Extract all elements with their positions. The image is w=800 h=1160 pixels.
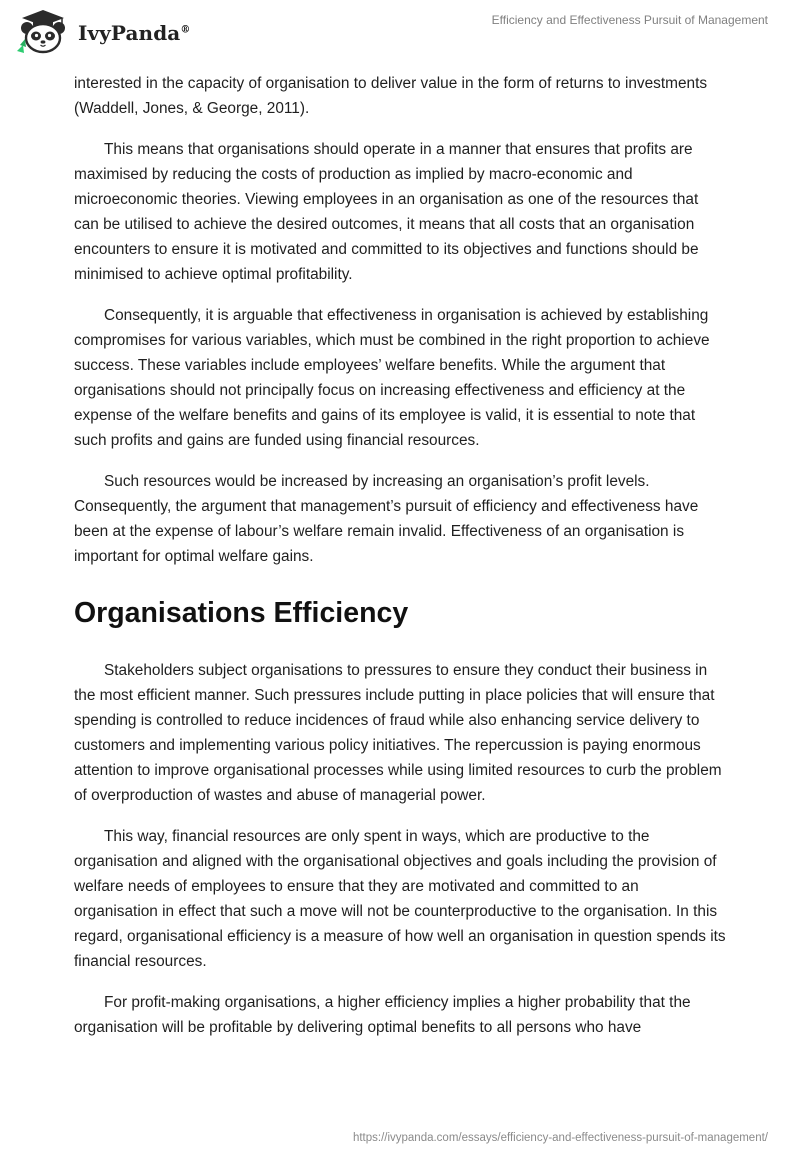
paragraph: This means that organisations should operate in a manner that ensures that profits are maximised by reducing the costs of production as implied by macro-economic and microeconomic theories. Viewing employees in an organisation as one of the resources that can be utilised to achieve the desired outcomes, it means that all costs that an organisation encounters to ensure it is motivated and committed to its objectives and functions should be minimised to achieve optimal profitability. bbox=[74, 141, 699, 283]
brand-logo[interactable] bbox=[14, 9, 190, 55]
essay-body bbox=[74, 71, 726, 1056]
paragraph: For profit-making organisations, a higher efficiency implies a higher probability that the organisation will be profitable by delivering optimal benefits to all persons who have bbox=[74, 994, 691, 1036]
brand-registered-mark: ® bbox=[180, 24, 191, 36]
panda-graduate-icon bbox=[14, 9, 72, 55]
source-url[interactable]: https://ivypanda.com/essays/efficiency-and-effectiveness-pursuit-of-management/ bbox=[352, 1132, 768, 1144]
paragraph: Such resources would be increased by increasing an organisation’s profit levels. Consequently, the argument that management’s pursuit of efficiency and effectiveness have been at the expense of labour’s welfare remain invalid. Effectiveness of an organisation is important for optimal welfare gains. bbox=[74, 473, 699, 565]
page-header bbox=[0, 0, 800, 64]
paragraph: This way, financial resources are only spent in ways, which are productive to the organisation and aligned with the organisational objectives and goals including the provision of welfare needs of employees to ensure that they are motivated and committed to an organisation in effect that such a move will not be counterproductive to the organisation. In this regard, organisational efficiency is a measure of how well an organisation in question spends its financial resources. bbox=[74, 828, 726, 970]
brand-name: IvyPanda® bbox=[78, 21, 191, 45]
section-heading: Organisations Efficiency bbox=[74, 597, 409, 629]
paragraph: Consequently, it is arguable that effectiveness in organisation is achieved by establishing compromises for various variables, which must be combined in the right proportion to achieve success. These variables include employees’ welfare benefits. While the argument that organisations should not principally focus on increasing effectiveness and efficiency at the expense of the welfare benefits and gains of its employee is valid, it is essential to note that such profits and gains are funded using financial resources. bbox=[74, 307, 710, 449]
paragraph: Stakeholders subject organisations to pressures to ensure they conduct their business in the most efficient manner. Such pressures include putting in place policies that will ensure that spending is controlled to reduce incidences of fraud while also enhancing service delivery to customers and implementing various policy initiatives. The repercussion is paying enormous attention to improve organisational processes while using limited resources to curb the problem of overproduction of wastes and abuse of managerial power. bbox=[74, 662, 722, 804]
paragraph: interested in the capacity of organisation to deliver value in the form of returns to investments (Waddell, Jones, & George, 2011). bbox=[74, 75, 708, 117]
document-title: Efficiency and Effectiveness Pursuit of Management bbox=[491, 13, 768, 27]
